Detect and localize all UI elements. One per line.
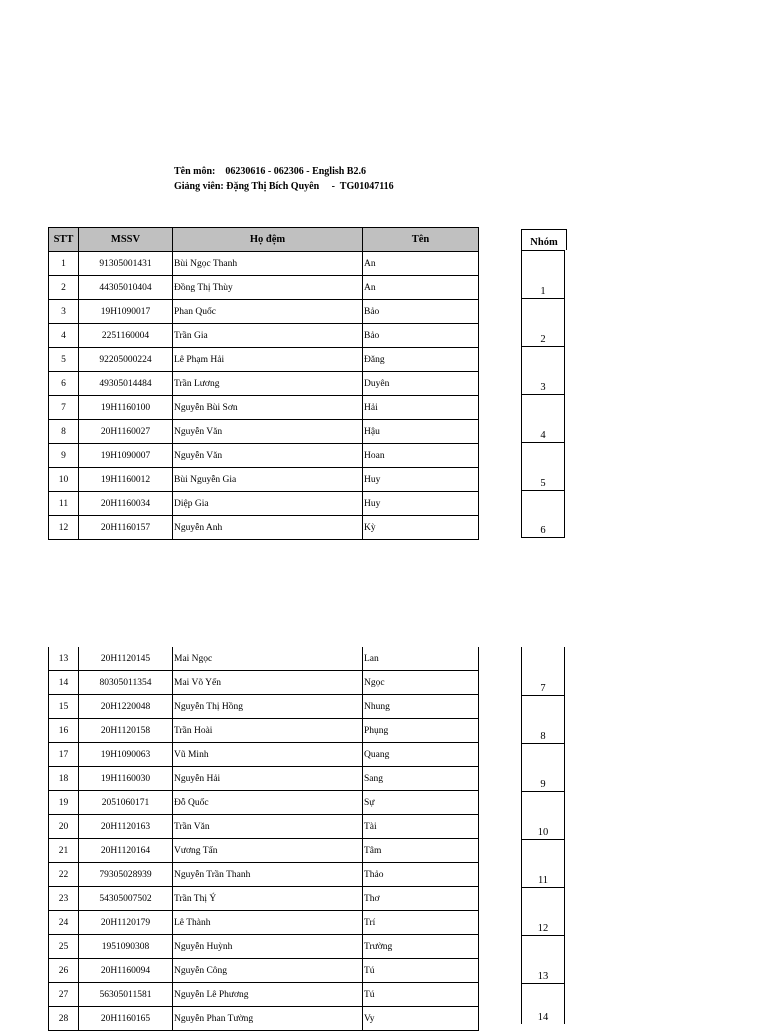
cell-ho-dem: Đỗ Quốc: [173, 791, 363, 815]
cell-mssv: 20H1120164: [79, 839, 173, 863]
cell-ho-dem: Bùi Nguyễn Gia: [173, 468, 363, 492]
cell-ten: Thảo: [363, 863, 479, 887]
group-cell: [521, 442, 565, 490]
subject-label: Tên môn:: [174, 166, 216, 177]
cell-stt: 22: [49, 863, 79, 887]
group-cell: [521, 983, 565, 1024]
column-header-mssv: MSSV: [79, 228, 173, 252]
cell-ho-dem: Nguyễn Anh: [173, 516, 363, 540]
table-row: [49, 839, 479, 863]
cell-ten: An: [363, 252, 479, 276]
table-row: [49, 420, 479, 444]
table-row: [49, 791, 479, 815]
cell-mssv: 20H1160165: [79, 1007, 173, 1031]
subject-line: [174, 166, 366, 177]
cell-mssv: 56305011581: [79, 983, 173, 1007]
group-number: 13: [537, 971, 549, 982]
cell-mssv: 19H1090017: [79, 300, 173, 324]
cell-mssv: 19H1090007: [79, 444, 173, 468]
cell-ho-dem: Lê Phạm Hải: [173, 348, 363, 372]
group-cell: [521, 394, 565, 442]
cell-mssv: 20H1160094: [79, 959, 173, 983]
cell-ho-dem: Nguyễn Lê Phương: [173, 983, 363, 1007]
group-cell: [521, 743, 565, 791]
cell-mssv: 20H1160027: [79, 420, 173, 444]
lecturer-name: Đặng Thị Bích Quyên: [226, 181, 320, 192]
table-row: [49, 959, 479, 983]
cell-ho-dem: Đồng Thị Thùy: [173, 276, 363, 300]
cell-mssv: 20H1120158: [79, 719, 173, 743]
group-number: 6: [540, 525, 546, 536]
cell-stt: 4: [49, 324, 79, 348]
cell-ho-dem: Trần Văn: [173, 815, 363, 839]
cell-ho-dem: Nguyễn Thị Hồng: [173, 695, 363, 719]
table-row: [49, 863, 479, 887]
cell-mssv: 20H1160034: [79, 492, 173, 516]
group-cell: [521, 490, 565, 538]
group-number: 9: [540, 779, 546, 790]
cell-ten: Trí: [363, 911, 479, 935]
cell-mssv: 92205000224: [79, 348, 173, 372]
student-table-page1: [48, 227, 479, 540]
cell-ho-dem: Nguyễn Văn: [173, 444, 363, 468]
table-row: [49, 372, 479, 396]
group-cell: [521, 695, 565, 743]
cell-mssv: 80305011354: [79, 671, 173, 695]
cell-ten: Đăng: [363, 348, 479, 372]
table-row: [49, 444, 479, 468]
cell-ho-dem: Trần Thị Ý: [173, 887, 363, 911]
cell-ten: Quang: [363, 743, 479, 767]
cell-stt: 18: [49, 767, 79, 791]
group-cell: [521, 839, 565, 887]
group-number: 3: [540, 382, 546, 393]
cell-stt: 10: [49, 468, 79, 492]
table-row: [49, 671, 479, 695]
cell-ho-dem: Vũ Minh: [173, 743, 363, 767]
cell-stt: 9: [49, 444, 79, 468]
cell-stt: 7: [49, 396, 79, 420]
group-number: 10: [537, 827, 549, 838]
cell-stt: 13: [49, 647, 79, 671]
cell-stt: 27: [49, 983, 79, 1007]
table-row: [49, 396, 479, 420]
cell-stt: 11: [49, 492, 79, 516]
cell-mssv: 79305028939: [79, 863, 173, 887]
table-row: [49, 492, 479, 516]
cell-ho-dem: Nguyễn Văn: [173, 420, 363, 444]
group-number: 8: [540, 731, 546, 742]
table-row: [49, 647, 479, 671]
lecturer-line: [174, 181, 394, 192]
column-header-ho-dem: Họ đệm: [173, 228, 363, 252]
cell-mssv: 19H1160100: [79, 396, 173, 420]
cell-ho-dem: Nguyễn Huỳnh: [173, 935, 363, 959]
cell-stt: 26: [49, 959, 79, 983]
cell-ten: Nhung: [363, 695, 479, 719]
group-number: 2: [540, 334, 546, 345]
cell-ho-dem: Nguyễn Hải: [173, 767, 363, 791]
group-number: 4: [540, 430, 546, 441]
cell-ten: Sang: [363, 767, 479, 791]
cell-ho-dem: Nguyễn Bùi Sơn: [173, 396, 363, 420]
cell-stt: 19: [49, 791, 79, 815]
cell-ho-dem: Nguyễn Trần Thanh: [173, 863, 363, 887]
table-row: [49, 911, 479, 935]
cell-ho-dem: Phan Quốc: [173, 300, 363, 324]
table-row: [49, 935, 479, 959]
group-number: 1: [540, 286, 546, 297]
lecturer-code: - TG01047116: [331, 181, 394, 192]
group-cell: [521, 935, 565, 983]
cell-ten: An: [363, 276, 479, 300]
cell-stt: 1: [49, 252, 79, 276]
table-row: [49, 324, 479, 348]
column-header-stt: STT: [49, 228, 79, 252]
group-number: 5: [540, 478, 546, 489]
table-row: [49, 695, 479, 719]
cell-ten: Phụng: [363, 719, 479, 743]
cell-ho-dem: Trần Lương: [173, 372, 363, 396]
cell-stt: 21: [49, 839, 79, 863]
cell-stt: 6: [49, 372, 79, 396]
table-row: [49, 276, 479, 300]
cell-stt: 25: [49, 935, 79, 959]
cell-stt: 20: [49, 815, 79, 839]
cell-ten: Tâm: [363, 839, 479, 863]
cell-mssv: 91305001431: [79, 252, 173, 276]
group-number: 12: [537, 923, 549, 934]
cell-ho-dem: Bùi Ngọc Thanh: [173, 252, 363, 276]
cell-ho-dem: Nguyễn Công: [173, 959, 363, 983]
cell-stt: 5: [49, 348, 79, 372]
cell-ten: Lan: [363, 647, 479, 671]
cell-ten: Bảo: [363, 324, 479, 348]
cell-ten: Ngọc: [363, 671, 479, 695]
group-number: 14: [537, 1012, 549, 1023]
cell-stt: 15: [49, 695, 79, 719]
table-row: [49, 983, 479, 1007]
cell-stt: 3: [49, 300, 79, 324]
cell-ten: Hậu: [363, 420, 479, 444]
group-cell: [521, 250, 565, 298]
cell-mssv: 2051060171: [79, 791, 173, 815]
cell-ten: Huy: [363, 468, 479, 492]
column-header-ten: Tên: [363, 228, 479, 252]
cell-mssv: 54305007502: [79, 887, 173, 911]
cell-ten: Tú: [363, 983, 479, 1007]
cell-stt: 2: [49, 276, 79, 300]
group-cell: [521, 346, 565, 394]
cell-stt: 17: [49, 743, 79, 767]
cell-ten: Thơ: [363, 887, 479, 911]
cell-mssv: 19H1160030: [79, 767, 173, 791]
cell-stt: 12: [49, 516, 79, 540]
cell-ten: Kỳ: [363, 516, 479, 540]
group-number: 7: [540, 683, 546, 694]
cell-ten: Trường: [363, 935, 479, 959]
table-row: [49, 516, 479, 540]
cell-mssv: 1951090308: [79, 935, 173, 959]
cell-ten: Huy: [363, 492, 479, 516]
cell-ho-dem: Mai Ngọc: [173, 647, 363, 671]
cell-mssv: 20H1120179: [79, 911, 173, 935]
cell-ho-dem: Trần Gia: [173, 324, 363, 348]
cell-ho-dem: Trần Hoài: [173, 719, 363, 743]
table-header-row: [49, 228, 479, 252]
cell-ho-dem: Mai Võ Yến: [173, 671, 363, 695]
group-cell: [521, 791, 565, 839]
cell-ten: Vy: [363, 1007, 479, 1031]
cell-ten: Duyên: [363, 372, 479, 396]
group-cell: [521, 647, 565, 695]
cell-mssv: 20H1120145: [79, 647, 173, 671]
cell-mssv: 49305014484: [79, 372, 173, 396]
cell-ten: Bảo: [363, 300, 479, 324]
cell-ten: Hải: [363, 396, 479, 420]
column-header-nhom: Nhóm: [521, 229, 567, 250]
table-row: [49, 1007, 479, 1031]
cell-ho-dem: Nguyễn Phan Tường: [173, 1007, 363, 1031]
cell-mssv: 44305010404: [79, 276, 173, 300]
cell-ten: Sự: [363, 791, 479, 815]
cell-mssv: 20H1160157: [79, 516, 173, 540]
cell-ten: Hoan: [363, 444, 479, 468]
table-row: [49, 815, 479, 839]
cell-mssv: 20H1120163: [79, 815, 173, 839]
table-row: [49, 300, 479, 324]
cell-ho-dem: Vương Tấn: [173, 839, 363, 863]
cell-mssv: 20H1220048: [79, 695, 173, 719]
cell-stt: 14: [49, 671, 79, 695]
group-cell: [521, 887, 565, 935]
table-row: [49, 468, 479, 492]
cell-ten: Tú: [363, 959, 479, 983]
group-number: 11: [537, 875, 549, 886]
table-row: [49, 743, 479, 767]
cell-mssv: 19H1090063: [79, 743, 173, 767]
cell-ten: Tài: [363, 815, 479, 839]
table-row: [49, 348, 479, 372]
table-row: [49, 252, 479, 276]
lecturer-label: Giảng viên:: [174, 181, 224, 192]
table-row: [49, 887, 479, 911]
table-row: [49, 719, 479, 743]
group-cell: [521, 298, 565, 346]
subject-value: 06230616 - 062306 - English B2.6: [225, 166, 366, 177]
cell-stt: 8: [49, 420, 79, 444]
cell-mssv: 2251160004: [79, 324, 173, 348]
cell-stt: 23: [49, 887, 79, 911]
cell-stt: 24: [49, 911, 79, 935]
student-table-page2: [48, 647, 479, 1031]
cell-ho-dem: Diệp Gia: [173, 492, 363, 516]
cell-stt: 28: [49, 1007, 79, 1031]
cell-stt: 16: [49, 719, 79, 743]
cell-mssv: 19H1160012: [79, 468, 173, 492]
table-row: [49, 767, 479, 791]
cell-ho-dem: Lê Thành: [173, 911, 363, 935]
